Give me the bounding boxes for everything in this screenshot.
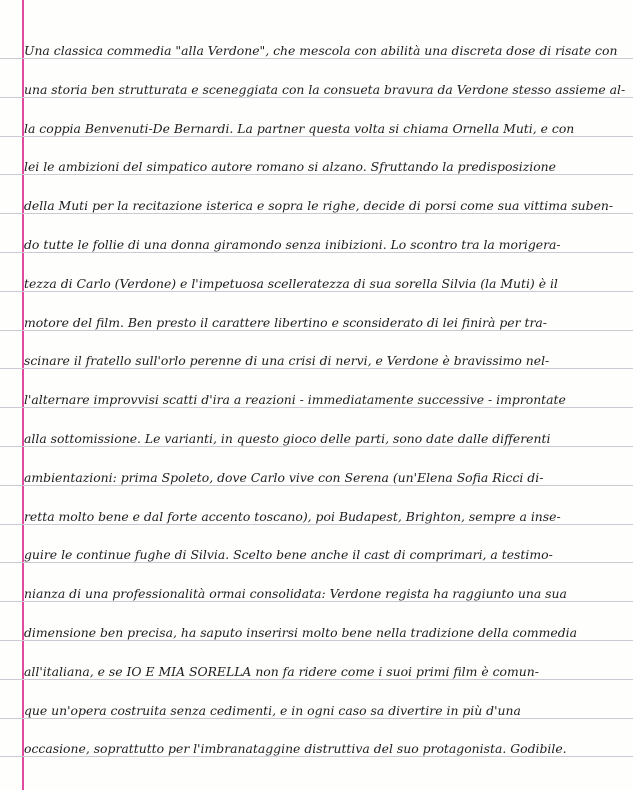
text-line: que un'opera costruita senza cedimenti, e in ogni caso sa divertire in più d'una (24, 703, 521, 718)
text-line: Una classica commedia "alla Verdone", che mescola con abilità una discreta dose di risate con (24, 43, 618, 58)
text-line: guire le continue fughe di Silvia. Scelto bene anche il cast di comprimari, a testimo- (24, 547, 553, 562)
text-line: retta molto bene e dal forte accento toscano), poi Budapest, Brighton, sempre a inse- (24, 509, 561, 524)
text-line: scinare il fratello sull'orlo perenne di una crisi di nervi, e Verdone è bravissimo nel- (24, 353, 550, 368)
text-line: una storia ben strutturata e sceneggiata con la consueta bravura da Verdone stesso assieme al- (24, 82, 626, 97)
text-line: lei le ambizioni del simpatico autore romano si alzano. Sfruttando la predisposizione (24, 159, 556, 174)
text-line: tezza di Carlo (Verdone) e l'impetuosa scelleratezza di sua sorella Silvia (la Muti) è il (24, 276, 558, 291)
text-line: motore del film. Ben presto il carattere libertino e sconsiderato di lei finirà per tra- (24, 315, 547, 330)
text-line: occasione, soprattutto per l'imbranataggine distruttiva del suo protagonista. Godibile. (24, 741, 567, 756)
text-line: alla sottomissione. Le varianti, in questo gioco delle parti, sono date dalle differenti (24, 431, 551, 446)
text-line: l'alternare improvvisi scatti d'ira a reazioni - immediatamente successive - improntate (24, 392, 566, 407)
text-line: ambientazioni: prima Spoleto, dove Carlo vive con Serena (un'Elena Sofia Ricci di- (24, 470, 544, 485)
text-line: do tutte le follie di una donna giramondo senza inibizioni. Lo scontro tra la morigera- (24, 237, 561, 252)
text-line: la coppia Benvenuti-De Bernardi. La partner questa volta si chiama Ornella Muti, e con (24, 121, 575, 136)
text-line: nianza di una professionalità ormai consolidata: Verdone regista ha raggiunto una sua (24, 586, 567, 601)
text-line: all'italiana, e se IO E MIA SORELLA non fa ridere come i suoi primi film è comun- (24, 664, 539, 679)
text-line: dimensione ben precisa, ha saputo inserirsi molto bene nella tradizione della commedia (24, 625, 577, 640)
text-line: della Muti per la recitazione isterica e sopra le righe, decide di porsi come sua vittima suben- (24, 198, 614, 213)
